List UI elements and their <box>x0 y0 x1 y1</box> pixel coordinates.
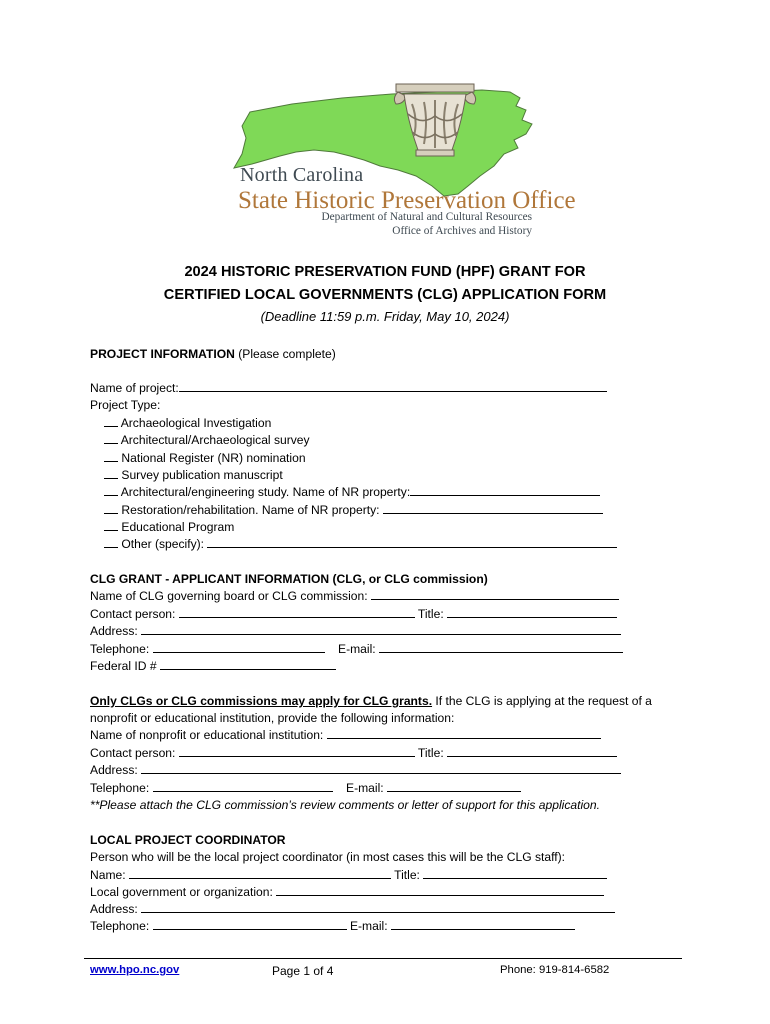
nonprofit-address-row <box>90 762 621 778</box>
telephone-label: Telephone: <box>90 919 150 933</box>
institution-row <box>90 727 601 743</box>
contact-title-field[interactable] <box>447 745 617 757</box>
clg-only-notice-rest: If the CLG is applying at the request of a <box>432 694 652 708</box>
restoration-nr-property-field[interactable] <box>383 502 603 514</box>
telephone-field[interactable] <box>153 918 347 930</box>
email-field[interactable] <box>387 780 521 792</box>
project-type-option-label: National Register (NR) nomination <box>121 451 306 465</box>
contact-title-field[interactable] <box>447 606 617 618</box>
coordinator-phone-row <box>90 918 575 934</box>
email-label: E-mail: <box>349 919 388 933</box>
project-type-option-label: Other (specify): <box>121 537 205 551</box>
address-label: Address: <box>90 624 138 638</box>
telephone-field[interactable] <box>153 641 325 653</box>
project-info-heading-text: PROJECT INFORMATION <box>90 347 235 361</box>
project-type-option <box>104 432 310 448</box>
project-name-label: Name of project: <box>90 381 179 395</box>
project-type-label: Project Type: <box>90 398 161 412</box>
organization-label: Local government or organization: <box>90 885 273 899</box>
organization-row <box>90 884 604 900</box>
coordinator-intro: Person who will be the local project coordinator (in most cases this will be the CLG staff): <box>90 850 566 864</box>
project-type-option <box>104 484 600 500</box>
title-label: Title: <box>417 746 444 760</box>
clg-board-row <box>90 588 619 604</box>
applicant-address-row <box>90 623 621 639</box>
address-field[interactable] <box>141 623 621 635</box>
contact-person-label: Contact person: <box>90 746 176 760</box>
contact-person-field[interactable] <box>179 745 415 757</box>
federal-id-label: Federal ID # <box>90 659 157 673</box>
applicant-phone-row <box>90 641 623 657</box>
project-type-option-label: Survey publication manuscript <box>121 468 283 482</box>
project-type-checkbox[interactable] <box>104 432 118 444</box>
project-type-option-label: Architectural/engineering study. Name of NR property: <box>120 485 411 499</box>
clg-only-notice <box>90 693 652 709</box>
study-nr-property-field[interactable] <box>410 484 600 496</box>
logo-department: Department of Natural and Cultural Resources <box>321 211 532 223</box>
nonprofit-instructions: nonprofit or educational institution, provide the following information: <box>90 711 455 725</box>
telephone-label: Telephone: <box>90 781 150 795</box>
project-info-note: (Please complete) <box>234 347 336 361</box>
logo-division: Office of Archives and History <box>392 225 532 237</box>
clg-only-notice-bold: Only CLGs or CLG commissions may apply for CLG grants. <box>90 694 433 708</box>
federal-id-row <box>90 658 336 674</box>
project-info-heading <box>90 346 336 362</box>
project-name-row <box>90 380 607 396</box>
project-type-option-label: Archaeological Investigation <box>120 416 272 430</box>
project-type-checkbox[interactable] <box>104 467 118 479</box>
address-label: Address: <box>90 763 138 777</box>
clg-board-field[interactable] <box>371 588 619 600</box>
email-field[interactable] <box>391 918 575 930</box>
email-label: E-mail: <box>346 781 384 795</box>
applicant-heading: CLG GRANT - APPLICANT INFORMATION (CLG, or CLG commission) <box>90 572 488 586</box>
logo-office-name: State Historic Preservation Office <box>238 187 576 214</box>
attachment-note: **Please attach the CLG commission’s review comments or letter of support for this application. <box>90 798 600 812</box>
coordinator-address-row <box>90 901 615 917</box>
footer-divider <box>84 958 682 959</box>
institution-label: Name of nonprofit or educational institution: <box>90 728 324 742</box>
address-field[interactable] <box>141 762 621 774</box>
email-label: E-mail: <box>338 642 376 656</box>
deadline-note: (Deadline 11:59 p.m. Friday, May 10, 2024) <box>260 309 510 324</box>
project-type-checkbox[interactable] <box>104 450 118 462</box>
footer-phone: Phone: 919-814-6582 <box>500 964 610 976</box>
contact-person-label: Contact person: <box>90 607 176 621</box>
project-type-checkbox[interactable] <box>104 484 118 496</box>
project-type-checkbox[interactable] <box>104 502 118 514</box>
organization-field[interactable] <box>276 884 604 896</box>
email-field[interactable] <box>379 641 623 653</box>
coordinator-name-row <box>90 867 607 883</box>
website-link[interactable]: www.hpo.nc.gov <box>90 964 180 976</box>
address-field[interactable] <box>141 901 615 913</box>
project-type-option <box>104 415 271 431</box>
name-label: Name: <box>90 868 126 882</box>
other-specify-field[interactable] <box>207 536 617 548</box>
federal-id-field[interactable] <box>160 658 336 670</box>
project-type-checkbox[interactable] <box>104 536 118 548</box>
project-type-option-label: Restoration/rehabilitation. Name of NR property: <box>121 503 380 517</box>
project-type-option <box>104 502 603 518</box>
applicant-contact-row <box>90 606 617 622</box>
coordinator-heading: LOCAL PROJECT COORDINATOR <box>90 833 286 847</box>
project-type-option-label: Architectural/Archaeological survey <box>120 433 310 447</box>
title-label: Title: <box>394 868 420 882</box>
project-name-field[interactable] <box>179 380 607 392</box>
contact-person-field[interactable] <box>179 606 415 618</box>
nonprofit-phone-row <box>90 780 521 796</box>
telephone-field[interactable] <box>153 780 333 792</box>
clg-board-label: Name of CLG governing board or CLG commission: <box>90 589 368 603</box>
project-type-checkbox[interactable] <box>104 415 118 427</box>
project-type-option-label: Educational Program <box>121 520 235 534</box>
coordinator-name-field[interactable] <box>129 867 391 879</box>
form-title-line1: 2024 HISTORIC PRESERVATION FUND (HPF) GRANT FOR <box>184 264 586 280</box>
project-type-option <box>104 467 283 483</box>
logo-state-name: North Carolina <box>240 164 364 186</box>
page-number: Page 1 of 4 <box>272 964 334 978</box>
institution-field[interactable] <box>327 727 601 739</box>
address-label: Address: <box>90 902 138 916</box>
title-label: Title: <box>417 607 444 621</box>
telephone-label: Telephone: <box>90 642 150 656</box>
coordinator-title-field[interactable] <box>423 867 607 879</box>
project-type-option <box>104 450 306 466</box>
project-type-option <box>104 536 617 552</box>
form-title-line2: CERTIFIED LOCAL GOVERNMENTS (CLG) APPLICATION FORM <box>163 287 607 303</box>
project-type-checkbox[interactable] <box>104 519 118 531</box>
nonprofit-contact-row <box>90 745 617 761</box>
project-type-option <box>104 519 234 535</box>
